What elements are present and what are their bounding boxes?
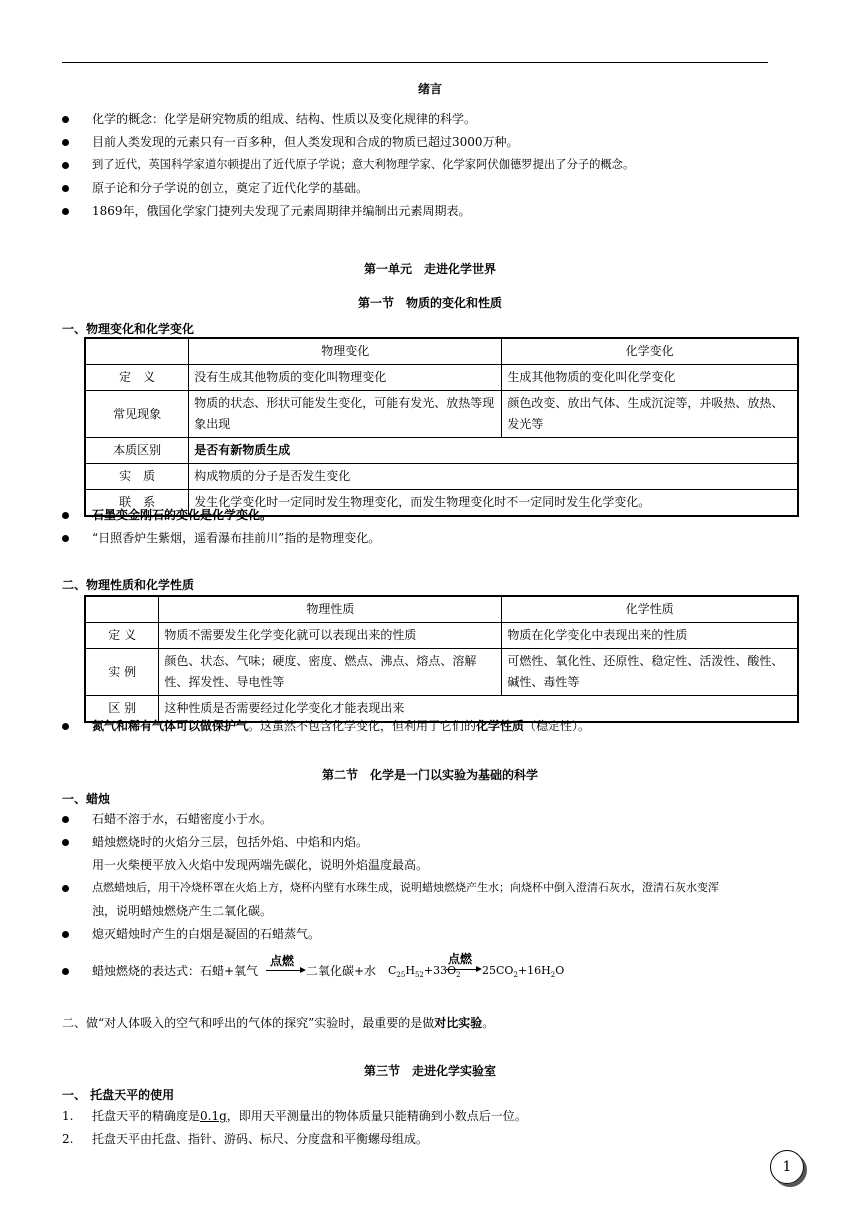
table-row: 实 质 构成物质的分子是否发生变化 bbox=[85, 464, 798, 490]
candle-bullet: 石蜡不溶于水，石蜡密度小于水。 bbox=[62, 810, 802, 828]
bullet-dot-icon bbox=[62, 512, 69, 519]
equation-product: 二氧化碳+水 bbox=[306, 964, 377, 978]
table-row: 区 别 这种性质是否需要经过化学变化才能表现出来 bbox=[85, 696, 798, 723]
table-header: 物理变化 bbox=[189, 338, 502, 365]
page-number: 1 bbox=[770, 1150, 804, 1184]
intro-title: 绪言 bbox=[417, 82, 442, 96]
balance-item: 2. 托盘天平由托盘、指针、游码、标尺、分度盘和平衡螺母组成。 bbox=[62, 1132, 429, 1146]
bullet-dot-icon bbox=[62, 535, 69, 542]
bullet-dot-icon bbox=[62, 116, 69, 123]
table-row: 常见现象 物质的状态、形状可能发生变化，可能有发光、放热等现象出现 颜色改变、放出气体、生成沉淀等，并吸热、放热、发光等 bbox=[85, 391, 798, 438]
formula-reactants: $C_{25}H_{52}+33O_2$ bbox=[388, 964, 461, 980]
intro-bullet: 目前人类发现的元素只有一百多种，但人类发现和合成的物质已超过3000万种。 bbox=[62, 133, 802, 151]
section-title: 第三节 走进化学实验室 bbox=[363, 1064, 496, 1078]
section-title: 第一节 物质的变化和性质 bbox=[357, 296, 502, 310]
bullet-dot-icon bbox=[62, 816, 69, 823]
table-row: 本质区别 是否有新物质生成 bbox=[85, 438, 798, 464]
note-bullet: “日照香炉生紫烟，遥看瀑布挂前川”指的是物理变化。 bbox=[62, 529, 802, 547]
balance-item: 1. 托盘天平的精确度是0.1g，即用天平测量出的物体质量只能精确到小数点后一位。 bbox=[62, 1109, 527, 1123]
note-bullet: 氮气和稀有气体可以做保护气。这虽然不包含化学变化，但利用了它们的化学性质（稳定性）。 bbox=[62, 717, 802, 735]
part-heading: 一、 托盘天平的使用 bbox=[62, 1088, 175, 1102]
table-row: 实 例 颜色、状态、气味；硬度、密度、燃点、沸点、熔点、溶解性、挥发性、导电性等 可燃性、氧化性、还原性、稳定性、活泼性、酸性、碱性、毒性等 bbox=[85, 649, 798, 696]
bullet-dot-icon bbox=[62, 885, 69, 892]
table-cell bbox=[85, 338, 189, 365]
candle-bullet: 点燃蜡烛后，用干冷烧杯罩在火焰上方，烧杯内壁有水珠生成，说明蜡烛燃烧产生水；向烧杯中倒入澄清石灰水，澄清石灰水变浑 bbox=[62, 879, 802, 897]
intro-bullet: 原子论和分子学说的创立，奠定了近代化学的基础。 bbox=[62, 179, 802, 197]
part-heading: 一、蜡烛 bbox=[62, 792, 111, 806]
candle-line: 用一火柴梗平放入火焰中发现两端先碳化，说明外焰温度最高。 bbox=[92, 858, 429, 872]
bullet-dot-icon bbox=[62, 723, 69, 730]
table-row: 定 义 物质不需要发生化学变化就可以表现出来的性质 物质在化学变化中表现出来的性质 bbox=[85, 623, 798, 649]
section-title: 第二节 化学是一门以实验为基础的科学 bbox=[321, 768, 538, 782]
note-bullet: 石墨变金刚石的变化是化学变化。 bbox=[62, 506, 802, 524]
intro-bullet: 1869年，俄国化学家门捷列夫发现了元素周期律并编制出元素周期表。 bbox=[62, 202, 802, 220]
physical-chemical-property-table bbox=[84, 595, 799, 723]
formula-products: $25CO_2+16H_2O$ bbox=[482, 964, 565, 980]
table-row: 定 义 没有生成其他物质的变化叫物理变化 生成其他物质的变化叫化学变化 bbox=[85, 365, 798, 391]
bullet-dot-icon bbox=[62, 208, 69, 215]
equation-prefix: 蜡烛燃烧的表达式：石蜡+氧气 bbox=[92, 964, 259, 978]
bullet-dot-icon bbox=[62, 162, 69, 169]
bullet-dot-icon bbox=[62, 931, 69, 938]
table-row: 联 系 发生化学变化时一定同时发生物理变化，而发生物理变化时不一定同时发生化学变化。 bbox=[85, 490, 798, 517]
bullet-dot-icon bbox=[62, 185, 69, 192]
candle-bullet: 熄灭蜡烛时产生的白烟是凝固的石蜡蒸气。 bbox=[62, 925, 802, 943]
candle-line: 浊，说明蜡烛燃烧产生二氧化碳。 bbox=[92, 904, 273, 918]
table-header: 物理性质 bbox=[159, 596, 502, 623]
table-header: 化学性质 bbox=[502, 596, 798, 623]
candle-bullet: 蜡烛燃烧时的火焰分三层，包括外焰、中焰和内焰。 bbox=[62, 833, 802, 851]
bullet-dot-icon bbox=[62, 139, 69, 146]
header-rule bbox=[62, 62, 768, 63]
table-cell bbox=[85, 596, 159, 623]
unit-title: 第一单元 走进化学世界 bbox=[363, 262, 496, 276]
part-heading: 二、物理性质和化学性质 bbox=[62, 578, 195, 592]
physical-chemical-change-table bbox=[84, 337, 799, 517]
bullet-dot-icon bbox=[62, 839, 69, 846]
table-header: 化学变化 bbox=[502, 338, 798, 365]
bullet-dot-icon bbox=[62, 968, 69, 975]
part-heading: 一、物理变化和化学变化 bbox=[62, 322, 195, 336]
contrast-experiment-line: 二、做“对人体吸入的空气和呼出的气体的探究”实验时，最重要的是做对比实验。 bbox=[62, 1016, 495, 1030]
intro-bullet: 化学的概念：化学是研究物质的组成、结构、性质以及变化规律的科学。 bbox=[62, 110, 802, 128]
intro-bullet: 到了近代，英国科学家道尔顿提出了近代原子学说；意大利物理学家、化学家阿伏伽德罗提出了分子的概念。 bbox=[62, 156, 802, 174]
reaction-arrow: 点燃 bbox=[446, 950, 482, 976]
reaction-arrow: 点燃 bbox=[266, 952, 306, 978]
